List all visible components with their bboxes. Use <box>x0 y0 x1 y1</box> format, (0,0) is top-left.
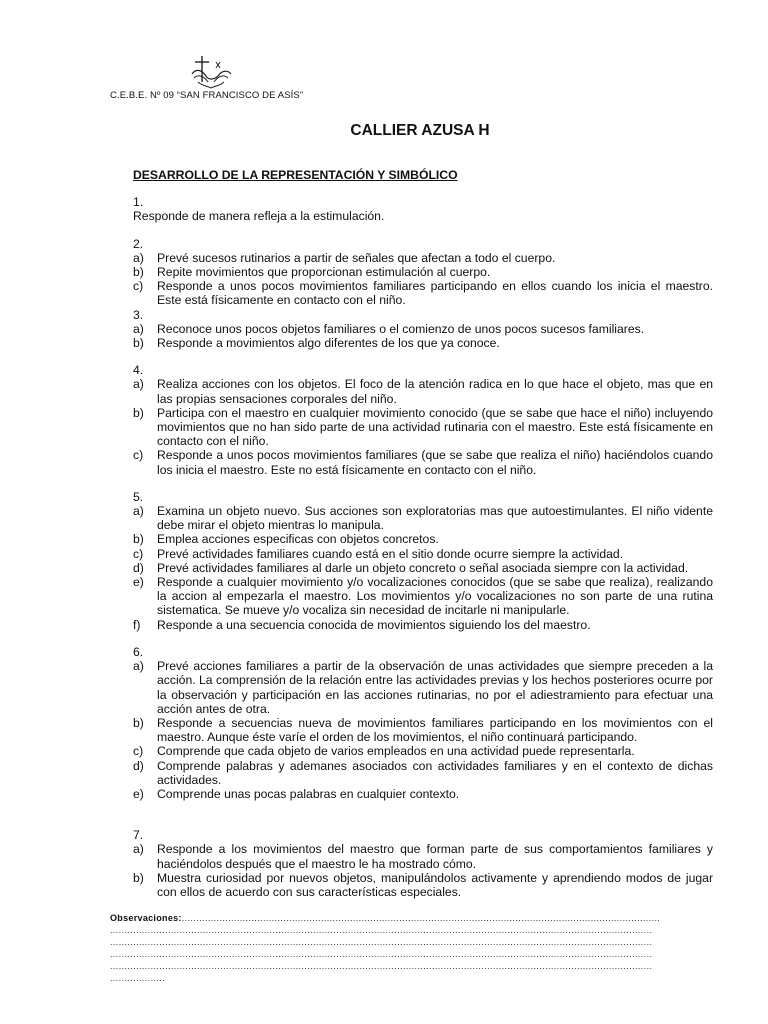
list-item <box>133 716 713 744</box>
item-text: Comprende palabras y ademanes asociados con actividades familiares y en el contexto de dichas actividades. <box>157 758 713 787</box>
item-label: d) <box>133 758 144 773</box>
item-label: b) <box>133 870 144 885</box>
observations-first-line <box>110 912 713 924</box>
list-item <box>133 759 713 787</box>
section-number: 3. <box>133 307 144 322</box>
item-text: Participa con el maestro en cualquier movimiento conocido (que se sabe que hace el niño) incluyendo movimientos que no han sido parte de una actividad rutinaria con el maestro. Este está físicamente en contacto con el niño. <box>157 405 713 449</box>
item-text: Responde a cualquier movimiento y/o vocalizaciones conocidos (que se sabe que realiza), realizando la accion al empezarla el maestro. Los movimientos y/o vocalizaciones no son parte de una rutina sistematica. Se mueve y/o vocaliza sin necesidad de incitarle ni manipularle. <box>157 575 713 618</box>
section-3 <box>133 308 713 351</box>
item-text: Comprende que cada objeto de varios empleados en una actividad puede representarla. <box>157 744 635 759</box>
item-label: f) <box>133 617 141 632</box>
section-1 <box>133 195 713 223</box>
item-label: b) <box>133 336 144 351</box>
list-item <box>133 265 713 279</box>
section-number: 5. <box>133 489 144 504</box>
school-name: C.E.B.E. Nº 09 “SAN FRANCISCO DE ASÍS” <box>110 90 304 101</box>
item-text: Muestra curiosidad por nuevos objetos, manipulándolos activamente y aprendiendo modos de jugar con ellos de acuerdo con sus características especiales. <box>157 870 713 899</box>
item-text: Realiza acciones con los objetos. El foco de la atención radica en lo que hace el objeto, mas que en las propias sensaciones corporales del niño. <box>157 377 713 406</box>
list-item <box>133 842 713 870</box>
list-item <box>133 336 713 350</box>
list-item <box>133 279 713 307</box>
item-label: b) <box>133 532 144 547</box>
item-label: a) <box>133 250 144 265</box>
observations-line: ........................................................................................................................................................................................... <box>110 925 653 935</box>
item-text: Reconoce unos pocos objetos familiares o el comienzo de unos pocos sucesos familiares. <box>157 321 645 336</box>
item-text: Prevé actividades familiares al darle un objeto concreto o señal asociada siempre con la actividad. <box>157 560 689 575</box>
observations-line: ........................................................................................................................................................................................... <box>110 961 653 971</box>
section-7 <box>133 828 713 899</box>
observations-line: ........................................................................................................................................................................................... <box>110 949 653 959</box>
section-4 <box>133 363 713 477</box>
item-label: a) <box>133 659 144 674</box>
item-label: b) <box>133 405 144 420</box>
list-item <box>133 547 713 561</box>
item-label: a) <box>133 321 144 336</box>
list-item <box>133 561 713 575</box>
section-number: 6. <box>133 644 144 659</box>
list-item <box>133 659 713 716</box>
page-title: CALLIER AZUSA H <box>350 122 490 139</box>
section-heading: DESARROLLO DE LA REPRESENTACIÓN Y SIMBÓLICO <box>133 168 458 182</box>
item-text: Responde a los movimientos del maestro que forman parte de sus comportamientos familiares y haciéndolos después que el maestro le ha mostrado cómo. <box>157 842 713 871</box>
item-label: c) <box>133 279 144 294</box>
item-label: a) <box>133 842 144 857</box>
item-label: c) <box>133 448 144 463</box>
item-label: a) <box>133 377 144 392</box>
observations-line: ........................................................................................................................................................................................... <box>110 937 653 947</box>
list-item <box>133 787 713 801</box>
item-label: b) <box>133 715 144 730</box>
item-text: Responde a una secuencia conocida de movimientos siguiendo los del maestro. <box>157 617 591 632</box>
item-label: c) <box>133 546 144 561</box>
list-item <box>133 406 713 449</box>
list-item <box>133 532 713 546</box>
observations-block <box>110 912 713 984</box>
list-item <box>133 377 713 405</box>
section-line: Responde de manera refleja a la estimulación. <box>133 209 385 224</box>
section-number: 4. <box>133 363 144 378</box>
item-label: e) <box>133 575 144 590</box>
list-item <box>133 618 713 632</box>
list-item <box>133 251 713 265</box>
section-5 <box>133 490 713 632</box>
item-label: c) <box>133 744 144 759</box>
list-item <box>133 448 713 476</box>
observations-label: Observaciones: <box>110 913 182 923</box>
observations-dots: ..................................................................................................................................................................... <box>181 913 661 923</box>
item-label: d) <box>133 560 144 575</box>
observations-line: ................... <box>110 973 166 983</box>
list-item <box>133 871 713 899</box>
document-body <box>133 168 713 899</box>
item-label: a) <box>133 504 144 519</box>
item-text: Responde a movimientos algo diferentes de los que ya conoce. <box>157 336 500 351</box>
list-item <box>133 744 713 758</box>
item-text: Prevé actividades familiares cuando está en el sitio donde ocurre siempre la actividad. <box>157 546 624 561</box>
item-text: Emplea acciones especificas con objetos concretos. <box>157 532 439 547</box>
item-text: Responde a unos pocos movimientos familiares (que se sabe que realiza el niño) haciéndolos cuando los inicia el maestro. Este no está físicamente en contacto con el niño. <box>157 448 713 477</box>
item-text: Prevé acciones familiares a partir de la observación de unas actividades que siempre preceden a la acción. La comprensión de la relación entre las actividades previas y los hechos posteriores ocurre por la observación y participación en las acciones rutinarias, no por el adiestramiento para efectuar una acción antes de otra. <box>157 659 713 716</box>
item-text: Prevé sucesos rutinarios a partir de señales que afectan a todo el cuerpo. <box>157 250 556 265</box>
section-2 <box>133 237 713 308</box>
list-item <box>133 575 713 618</box>
section-number: 7. <box>133 828 144 843</box>
section-number: 1. <box>133 195 144 210</box>
school-logo-icon <box>188 52 234 92</box>
item-text: Repite movimientos que proporcionan estimulación al cuerpo. <box>157 265 491 280</box>
list-item <box>133 504 713 532</box>
list-item <box>133 322 713 336</box>
item-text: Responde a secuencias nueva de movimientos familiares participando en los movimientos con el maestro. Aunque éste varíe el orden de los movimientos, el niño continuará participando. <box>157 715 713 745</box>
item-text: Examina un objeto nuevo. Sus acciones son exploratorias mas que autoestimulantes. El niño vidente debe mirar el objeto mientras lo manipula. <box>157 504 713 533</box>
item-label: e) <box>133 786 144 801</box>
item-text: Responde a unos pocos movimientos familiares participando en ellos cuando los inicia el maestro. Este está físicamente en contacto con el niño. <box>157 279 713 308</box>
item-text: Comprende unas pocas palabras en cualquier contexto. <box>157 786 460 801</box>
section-number: 2. <box>133 236 144 251</box>
item-label: b) <box>133 265 144 280</box>
section-6 <box>133 645 713 801</box>
